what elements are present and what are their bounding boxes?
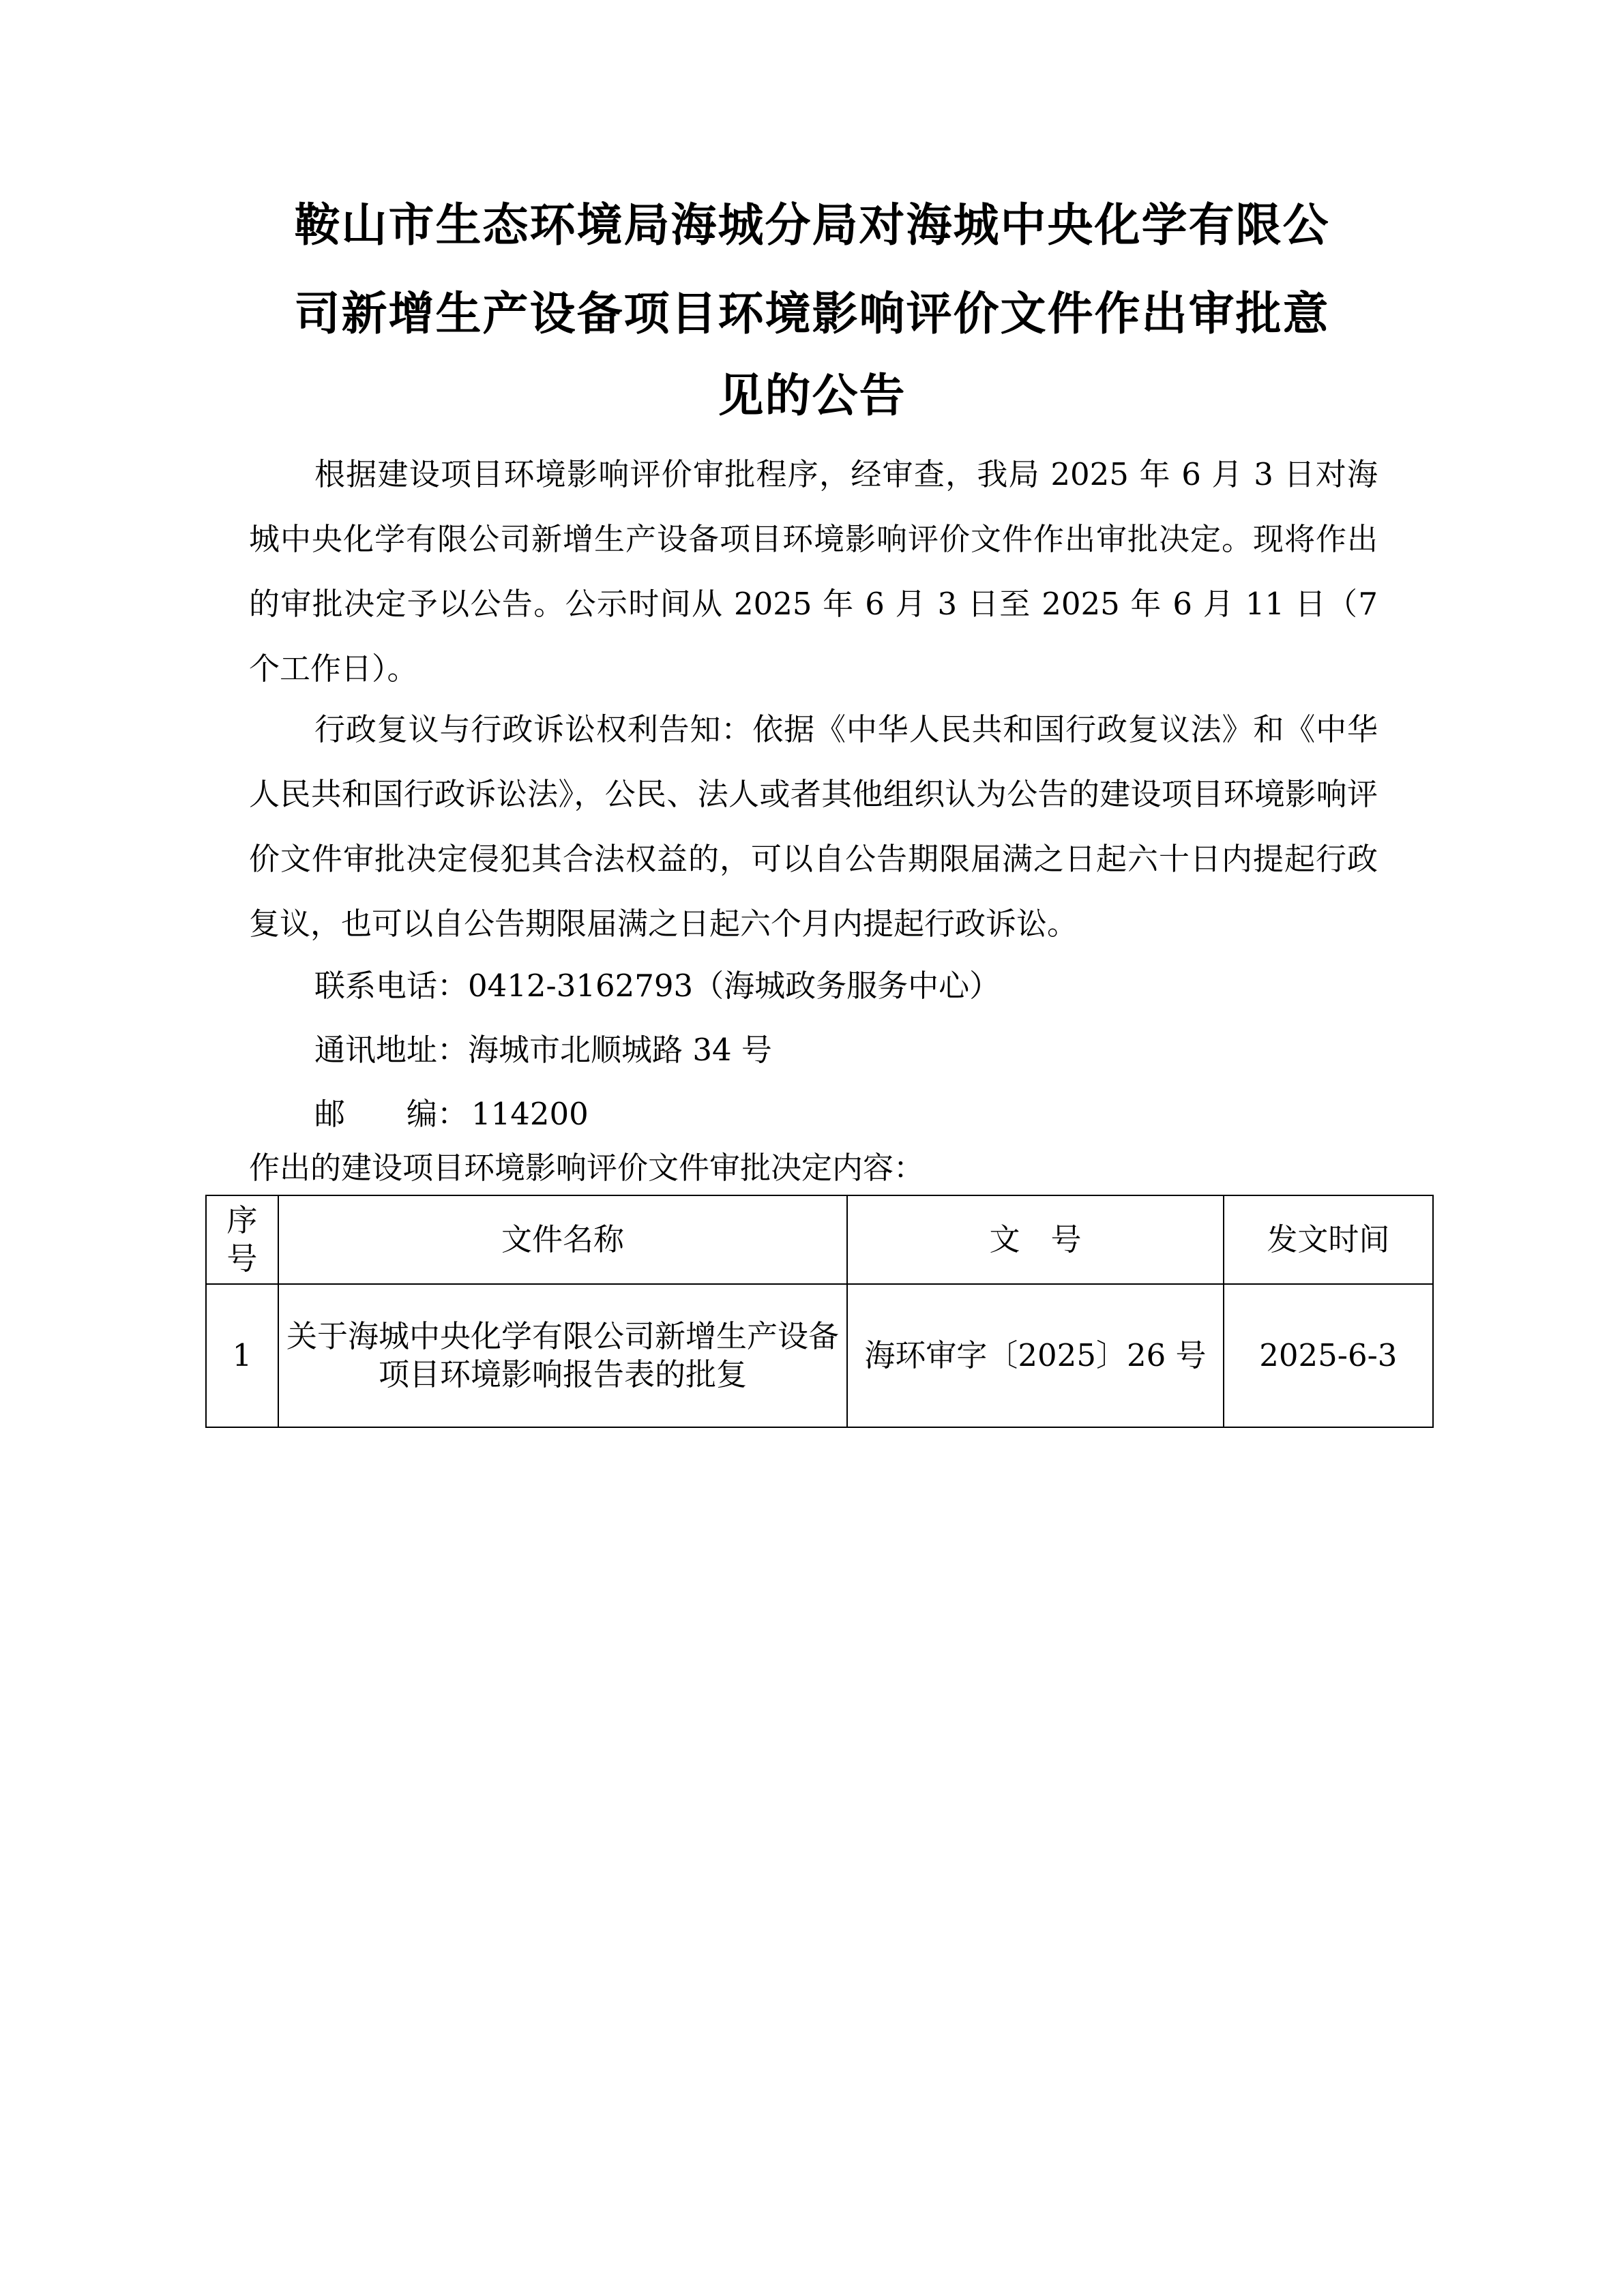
cell-doc-no: 海环审字〔2025〕26 号 [847, 1284, 1223, 1427]
postcode-value: 114200 [471, 1096, 589, 1132]
title-line-1: 鞍山市生态环境局海城分局对海城中央化学有限公 [294, 198, 1330, 252]
header-file-name: 文件名称 [278, 1195, 847, 1284]
contact-address [314, 1017, 772, 1082]
phone-value: 0412-3162793（海城政务服务中心） [468, 968, 1001, 1004]
cell-issue-date: 2025-6-3 [1224, 1284, 1433, 1427]
cell-seq: 1 [206, 1284, 278, 1427]
phone-label: 联系电话： [314, 968, 469, 1004]
title-line-2: 司新增生产设备项目环境影响评价文件作出审批意 [294, 287, 1330, 340]
contact-phone [314, 953, 1000, 1018]
header-seq: 序号 [206, 1195, 278, 1284]
approval-table [205, 1195, 1434, 1428]
cell-file-name: 关于海城中央化学有限公司新增生产设备项目环境影响报告表的批复 [278, 1284, 847, 1427]
approval-paragraph: 根据建设项目环境影响评价审批程序，经审查，我局 2025 年 6 月 3 日对海城中央化学有限公司新增生产设备项目环境影响评价文件作出审批决定。现将作出的审批决定予以公告。公示时间从 2025 年 6 月 3 日至 2025 年 6 月 11 日（7 个工作日）。 [249, 456, 1378, 687]
header-doc-no: 文 号 [847, 1195, 1223, 1284]
address-value: 海城市北顺城路 34 号 [468, 1032, 772, 1068]
table-intro: 作出的建设项目环境影响评价文件审批决定内容： [249, 1150, 925, 1186]
rights-notice-paragraph: 行政复议与行政诉讼权利告知：依据《中华人民共和国行政复议法》和《中华人民共和国行政诉讼法》，公民、法人或者其他组织认为公告的建设项目环境影响评价文件审批决定侵犯其合法权益的，可以自公告期限届满之日起六十日内提起行政复议，也可以自公告期限届满之日起六个月内提起行政诉讼。 [249, 711, 1378, 942]
table-header-row [206, 1195, 1433, 1284]
address-label: 通讯地址： [314, 1032, 469, 1068]
table-row [206, 1284, 1433, 1427]
header-issue-date: 发文时间 [1224, 1195, 1433, 1284]
title-line-3: 见的公告 [718, 369, 906, 422]
postcode-label: 邮 编： [314, 1096, 469, 1132]
